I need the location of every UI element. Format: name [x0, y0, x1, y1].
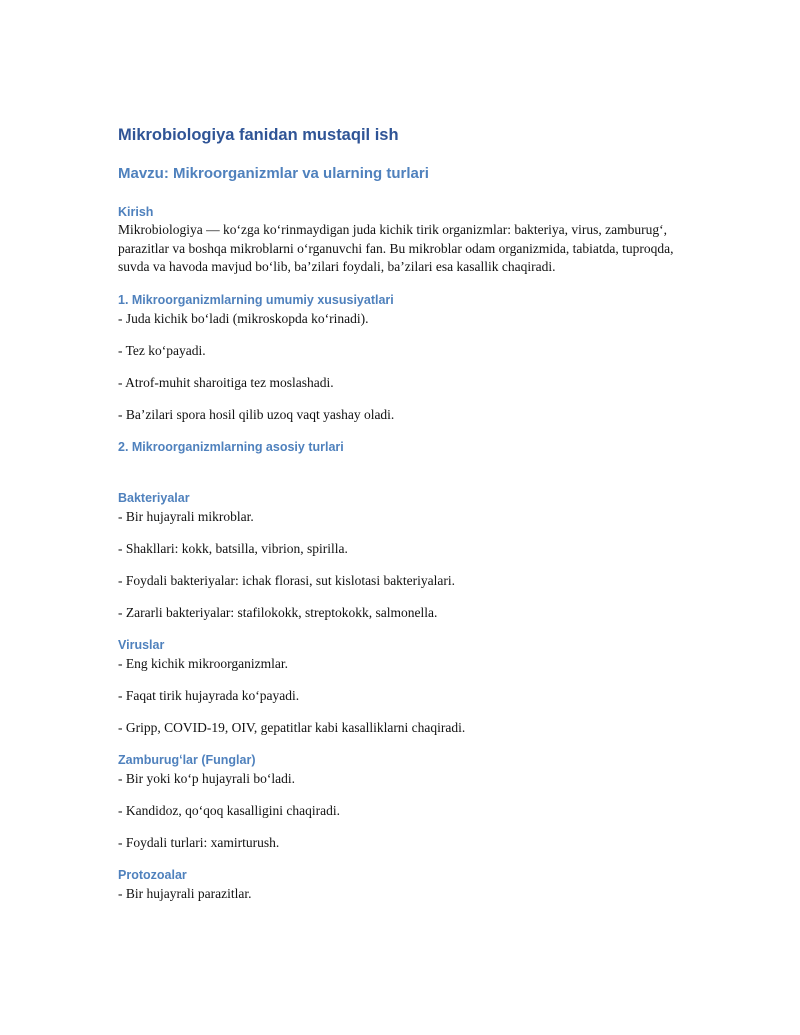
- list-item: - Baʼzilari spora hosil qilib uzoq vaqt yashay oladi.: [118, 406, 395, 422]
- document-subtitle: Mavzu: Mikroorganizmlar va ularning turlari: [118, 165, 429, 182]
- intro-heading: Kirish: [118, 205, 154, 219]
- list-item: - Atrof-muhit sharoitiga tez moslashadi.: [118, 374, 334, 390]
- intro-section: [118, 203, 708, 277]
- list-item: - Bir hujayrali mikroblar.: [118, 508, 254, 524]
- protozoa-list: [118, 885, 708, 903]
- list-item: - Bir hujayrali parazitlar.: [118, 885, 252, 901]
- general-heading: 1. Mikroorganizmlarning umumiy xususiyatlari: [118, 292, 394, 307]
- list-item: - Juda kichik boʻladi (mikroskopda koʻrinadi).: [118, 310, 369, 326]
- document-page: [118, 124, 708, 903]
- bacteria-list: [118, 508, 708, 622]
- fungi-list: [118, 770, 708, 852]
- types-heading: 2. Mikroorganizmlarning asosiy turlari: [118, 439, 344, 454]
- fungi-heading: Zamburugʻlar (Funglar): [118, 752, 256, 767]
- list-item: - Eng kichik mikroorganizmlar.: [118, 655, 288, 671]
- list-item: - Faqat tirik hujayrada koʻpayadi.: [118, 687, 300, 703]
- general-section: [118, 291, 708, 424]
- viruses-section: [118, 636, 708, 737]
- list-item: - Tez koʻpayadi.: [118, 342, 206, 358]
- document-title: Mikrobiologiya fanidan mustaqil ish: [118, 126, 399, 144]
- types-section: [118, 438, 708, 456]
- list-item: - Foydali turlari: xamirturush.: [118, 834, 280, 850]
- protozoa-section: [118, 866, 708, 903]
- fungi-section: [118, 751, 708, 852]
- list-item: - Shakllari: kokk, batsilla, vibrion, spirilla.: [118, 540, 348, 556]
- viruses-list: [118, 655, 708, 737]
- protozoa-heading: Protozoalar: [118, 867, 187, 882]
- general-list: [118, 310, 708, 424]
- bacteria-section: [118, 489, 708, 622]
- list-item: - Bir yoki koʻp hujayrali boʻladi.: [118, 770, 295, 786]
- intro-paragraph: Mikrobiologiya — koʻzga koʻrinmaydigan juda kichik tirik organizmlar: bakteriya, virus, zamburugʻ, parazitlar va boshqa mikroblarni oʻrganuvchi fan. Bu mikroblar odam organizmida, tabiatda, tuproqda, suvda va havoda mavjud boʻlib, baʼzilari foydali, baʼzilari esa kasallik chaqiradi.: [118, 222, 674, 274]
- list-item: - Foydali bakteriyalar: ichak florasi, sut kislotasi bakteriyalari.: [118, 572, 456, 588]
- list-item: - Kandidoz, qoʻqoq kasalligini chaqiradi.: [118, 802, 340, 818]
- list-item: - Gripp, COVID-19, OIV, gepatitlar kabi kasalliklarni chaqiradi.: [118, 719, 466, 735]
- viruses-heading: Viruslar: [118, 637, 165, 652]
- bacteria-heading: Bakteriyalar: [118, 490, 190, 505]
- list-item: - Zararli bakteriyalar: stafilokokk, streptokokk, salmonella.: [118, 604, 438, 620]
